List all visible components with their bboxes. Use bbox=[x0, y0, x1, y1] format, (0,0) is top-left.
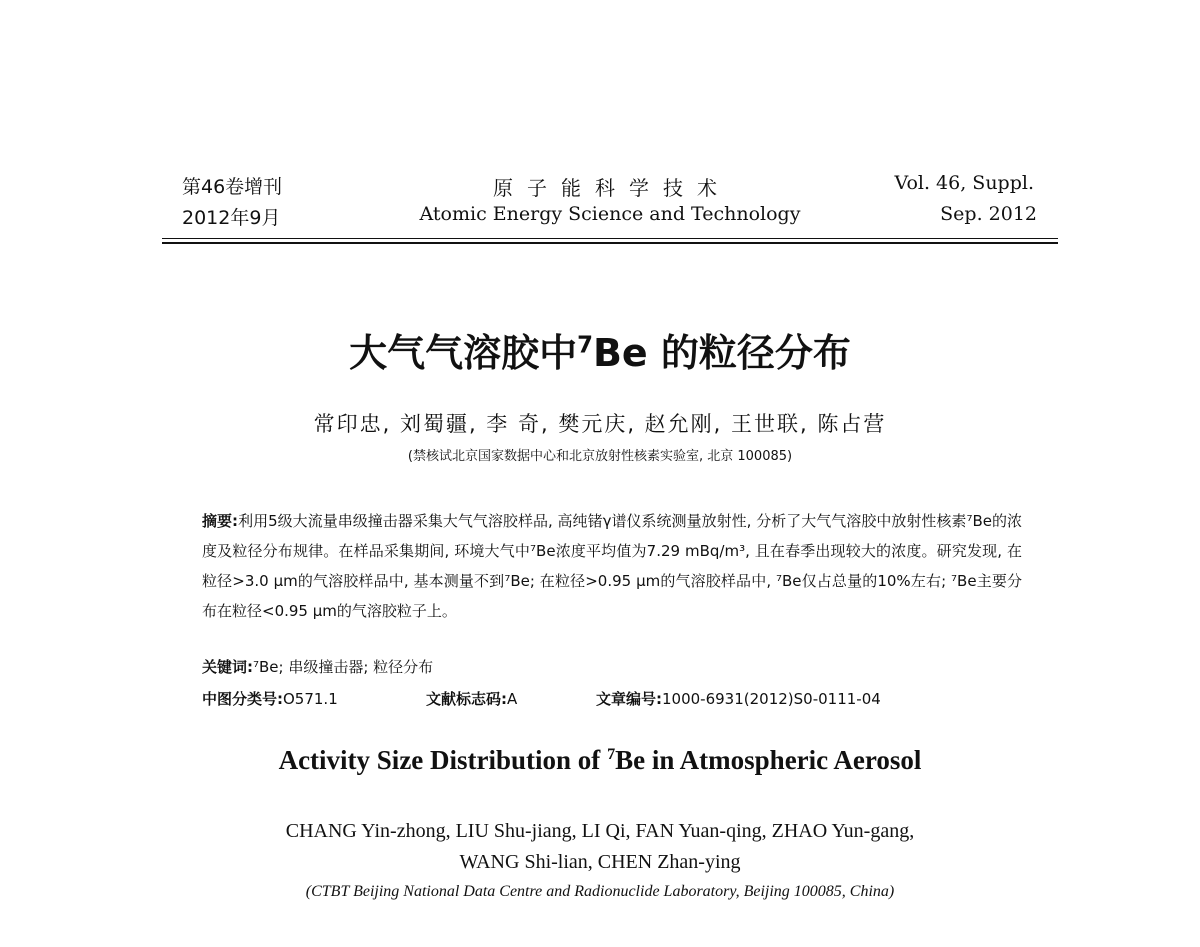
keywords: 关键词:⁷Be; 串级撞击器; 粒径分布 bbox=[202, 658, 434, 676]
document-code: 文献标志码:A bbox=[426, 690, 518, 708]
date-en: Sep. 2012 bbox=[940, 203, 1037, 225]
journal-title-en: Atomic Energy Science and Technology bbox=[419, 203, 801, 225]
abstract-text: 利用5级大流量串级撞击器采集大气气溶胶样品, 高纯锗γ谱仪系统测量放射性, 分析了大气气溶胶中放射性核素⁷Be的浓度及粒径分布规律。在样品采集期间, 环境大气中⁷Be浓度平均值为7.29 mBq/m³, 且在春季出现较大的浓度。研究发现, 在粒径>3.0 μm的气溶胶样品中, 基本测量不到⁷Be; 在粒径>0.95 μm的气溶胶样品中, ⁷Be仅占总量的10%左右; ⁷Be主要分布在粒径<0.95 μm的气溶胶粒子上。 bbox=[202, 512, 1023, 620]
title-cn: 大气气溶胶中$^7$Be 的粒径分布 bbox=[349, 331, 851, 375]
date-cn: 2012年9月 bbox=[182, 207, 281, 229]
clc-number: 中图分类号:O571.1 bbox=[202, 690, 338, 708]
authors-en-line2: WANG Shi-lian, CHEN Zhan-ying bbox=[459, 851, 741, 873]
article-number: 文章编号:1000-6931(2012)S0-0111-04 bbox=[596, 690, 881, 708]
authors-cn: 常印忠, 刘蜀疆, 李 奇, 樊元庆, 赵允刚, 王世联, 陈占营 bbox=[313, 412, 887, 436]
authors-en-line1: CHANG Yin-zhong, LIU Shu-jiang, LI Qi, FAN Yuan-qing, ZHAO Yun-gang, bbox=[285, 820, 915, 842]
authors-en bbox=[0, 816, 1200, 878]
abstract-label: 摘要: bbox=[202, 512, 239, 530]
journal-title-cn: 原子能科学技术 bbox=[493, 176, 731, 200]
header-rule-thick bbox=[162, 242, 1058, 244]
affiliation-cn: (禁核试北京国家数据中心和北京放射性核素实验室, 北京 100085) bbox=[407, 449, 793, 464]
title-en: Activity Size Distribution of $^7$Be in Atmospheric Aerosol bbox=[278, 745, 922, 775]
volume-en: Vol. 46, Suppl. bbox=[894, 172, 1034, 194]
abstract bbox=[202, 506, 1022, 626]
affiliation-en: (CTBT Beijing National Data Centre and Radionuclide Laboratory, Beijing 100085, China) bbox=[305, 883, 895, 900]
volume-cn: 第46卷增刊 bbox=[182, 176, 283, 198]
header-rule-thin bbox=[162, 238, 1058, 239]
